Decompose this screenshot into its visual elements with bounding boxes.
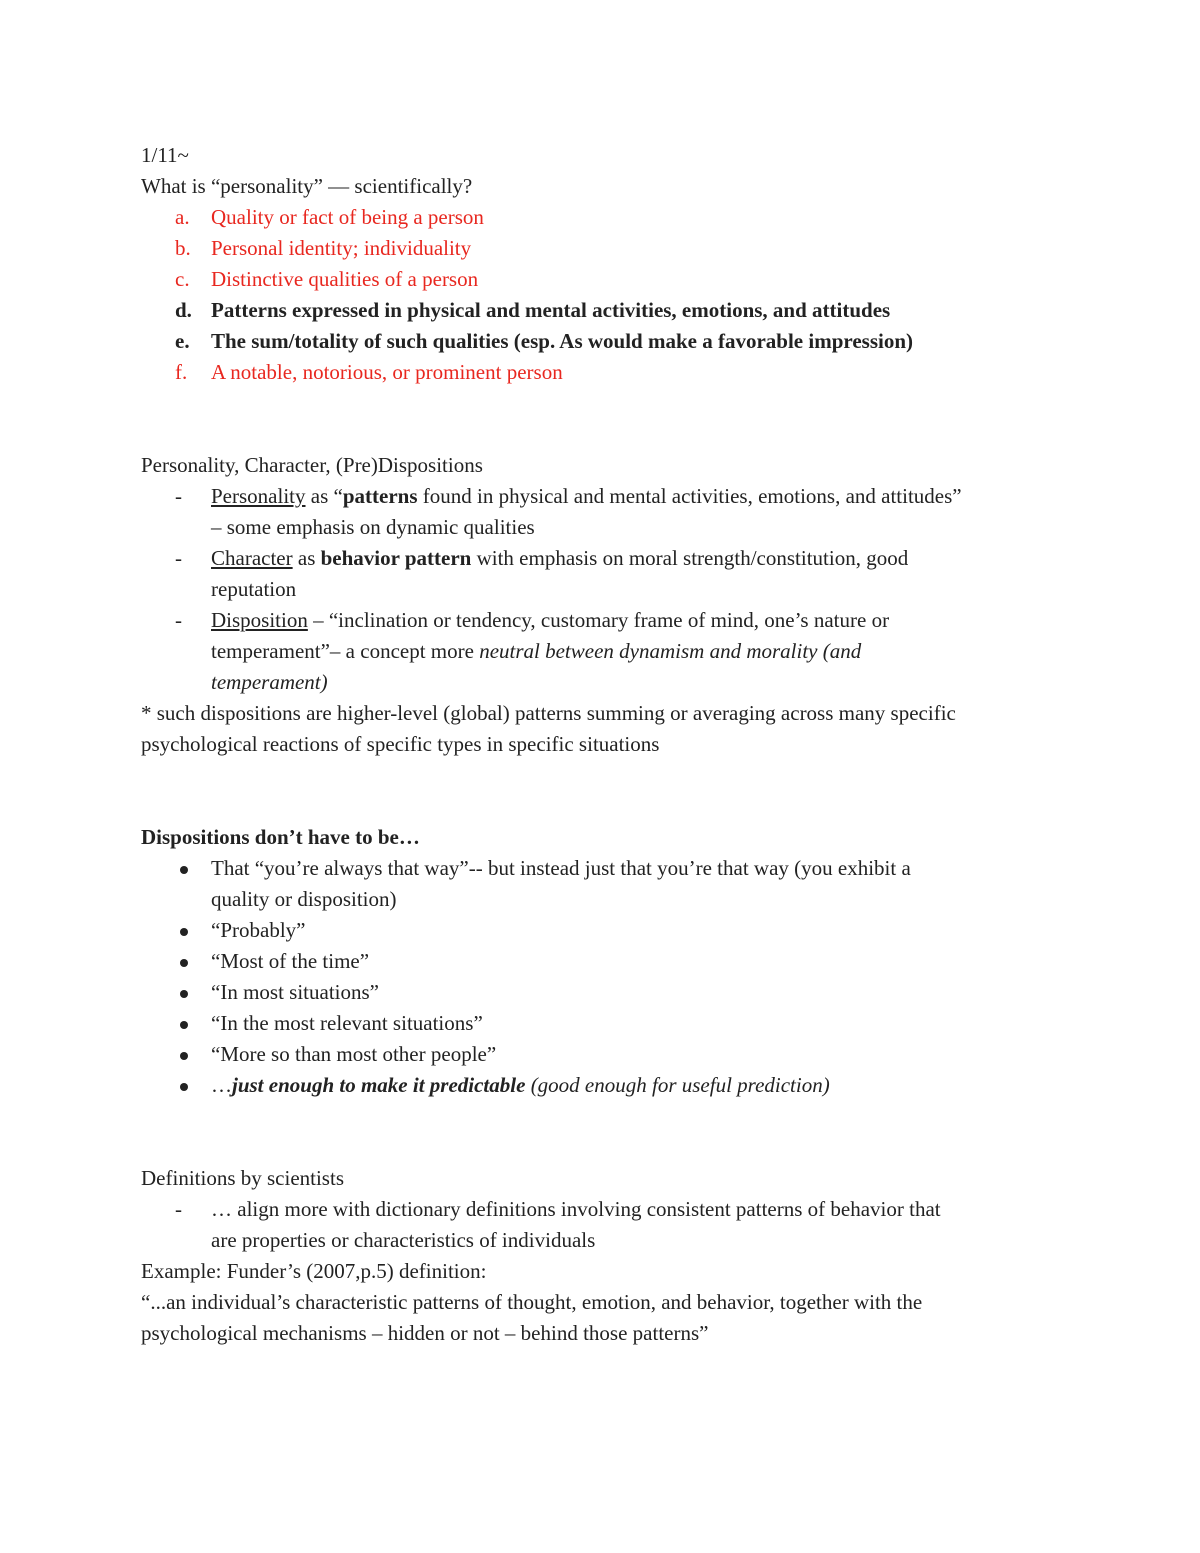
bullet-item [141,946,1061,977]
dash-text: are properties or characteristics of individuals [211,1228,596,1252]
text-fragment: found in physical and mental activities, emotions, and attitudes” [417,484,962,508]
bold-fragment: behavior pattern [320,546,472,570]
dash-marker: - [175,546,182,570]
dash-item-character [141,543,1061,605]
bullet-icon [180,1052,188,1060]
note-line: psychological reactions of specific types in specific situations [141,732,660,756]
bullet-item [141,1008,1061,1039]
list-marker: f. [175,360,188,384]
bullet-text: … [211,1073,232,1097]
bullet-text: “Most of the time” [211,949,370,973]
date-line: 1/11~ [141,143,189,167]
question-line: What is “personality” — scientifically? [141,174,473,198]
bullet-item [141,1070,1061,1101]
bullet-item [141,1039,1061,1070]
document-page [141,140,1061,1349]
list-marker: c. [175,267,190,291]
dash-item-personality [141,481,1061,543]
text-fragment: temperament”– a concept more [211,639,480,663]
bullet-icon [180,959,188,967]
bullet-text: “More so than most other people” [211,1042,497,1066]
dash-marker: - [175,1197,182,1221]
bullet-icon [180,928,188,936]
term-disposition: Disposition [211,608,308,632]
list-marker: e. [175,329,190,353]
bullet-text: That “you’re always that way”-- but instead just that you’re that way (you exhibit a [211,856,911,880]
bold-italic-fragment: just enough to make it predictable [232,1073,526,1097]
bullet-text: “Probably” [211,918,306,942]
list-marker: b. [175,236,191,260]
bullet-icon [180,1083,188,1091]
bullet-text: “In most situations” [211,980,379,1004]
definitions-list [141,202,1061,388]
dash-item [141,1194,1061,1256]
note-line: * such dispositions are higher-level (global) patterns summing or averaging across many specific [141,701,956,725]
definition-text: Distinctive qualities of a person [211,267,479,291]
italic-fragment: neutral between dynamism and morality (and [479,639,862,663]
bullet-item [141,853,1061,915]
definition-item [141,295,1061,326]
section-heading: Definitions by scientists [141,1166,344,1190]
text-fragment: – “inclination or tendency, customary frame of mind, one’s nature or [307,608,890,632]
list-marker: d. [175,298,192,322]
bullet-item [141,977,1061,1008]
example-line: Example: Funder’s (2007,p.5) definition: [141,1259,487,1283]
dash-item-disposition [141,605,1061,698]
definition-item [141,233,1061,264]
term-personality: Personality [211,484,306,508]
section-heading: Personality, Character, (Pre)Dispositions [141,453,483,477]
dash-text: … align more with dictionary definitions involving consistent patterns of behavior that [211,1197,941,1221]
text-fragment: as “ [305,484,343,508]
italic-fragment: temperament) [211,670,328,694]
section-dispositions [141,822,1061,1101]
bullet-icon [180,990,188,998]
definition-text: The sum/totality of such qualities (esp. As would make a favorable impression) [211,329,913,353]
definition-text: A notable, notorious, or prominent person [211,360,563,384]
section-personality-character [141,450,1061,760]
dash-marker: - [175,484,182,508]
definition-text: Quality or fact of being a person [211,205,484,229]
quote-line: psychological mechanisms – hidden or not – behind those patterns” [141,1321,709,1345]
bold-fragment: patterns [342,484,418,508]
bullet-text: “In the most relevant situations” [211,1011,483,1035]
definition-item [141,202,1061,233]
bullet-icon [180,1021,188,1029]
list-marker: a. [175,205,190,229]
term-character: Character [211,546,293,570]
continuation-line: – some emphasis on dynamic qualities [211,515,535,539]
italic-fragment: (good enough for useful prediction) [525,1073,830,1097]
definition-item [141,326,1061,357]
definition-text: Patterns expressed in physical and mental activities, emotions, and attitudes [211,298,891,322]
section-heading: Dispositions don’t have to be… [141,825,420,849]
text-fragment: with emphasis on moral strength/constitution, good [471,546,909,570]
bullet-icon [180,866,188,874]
definition-text: Personal identity; individuality [211,236,472,260]
bullet-text: quality or disposition) [211,887,397,911]
continuation-line: reputation [211,577,297,601]
text-fragment: as [292,546,321,570]
definition-item [141,357,1061,388]
section-definitions-by-scientists [141,1163,1061,1349]
definition-item [141,264,1061,295]
bullet-item [141,915,1061,946]
dash-marker: - [175,608,182,632]
quote-line: “...an individual’s characteristic patterns of thought, emotion, and behavior, together with the [141,1290,923,1314]
